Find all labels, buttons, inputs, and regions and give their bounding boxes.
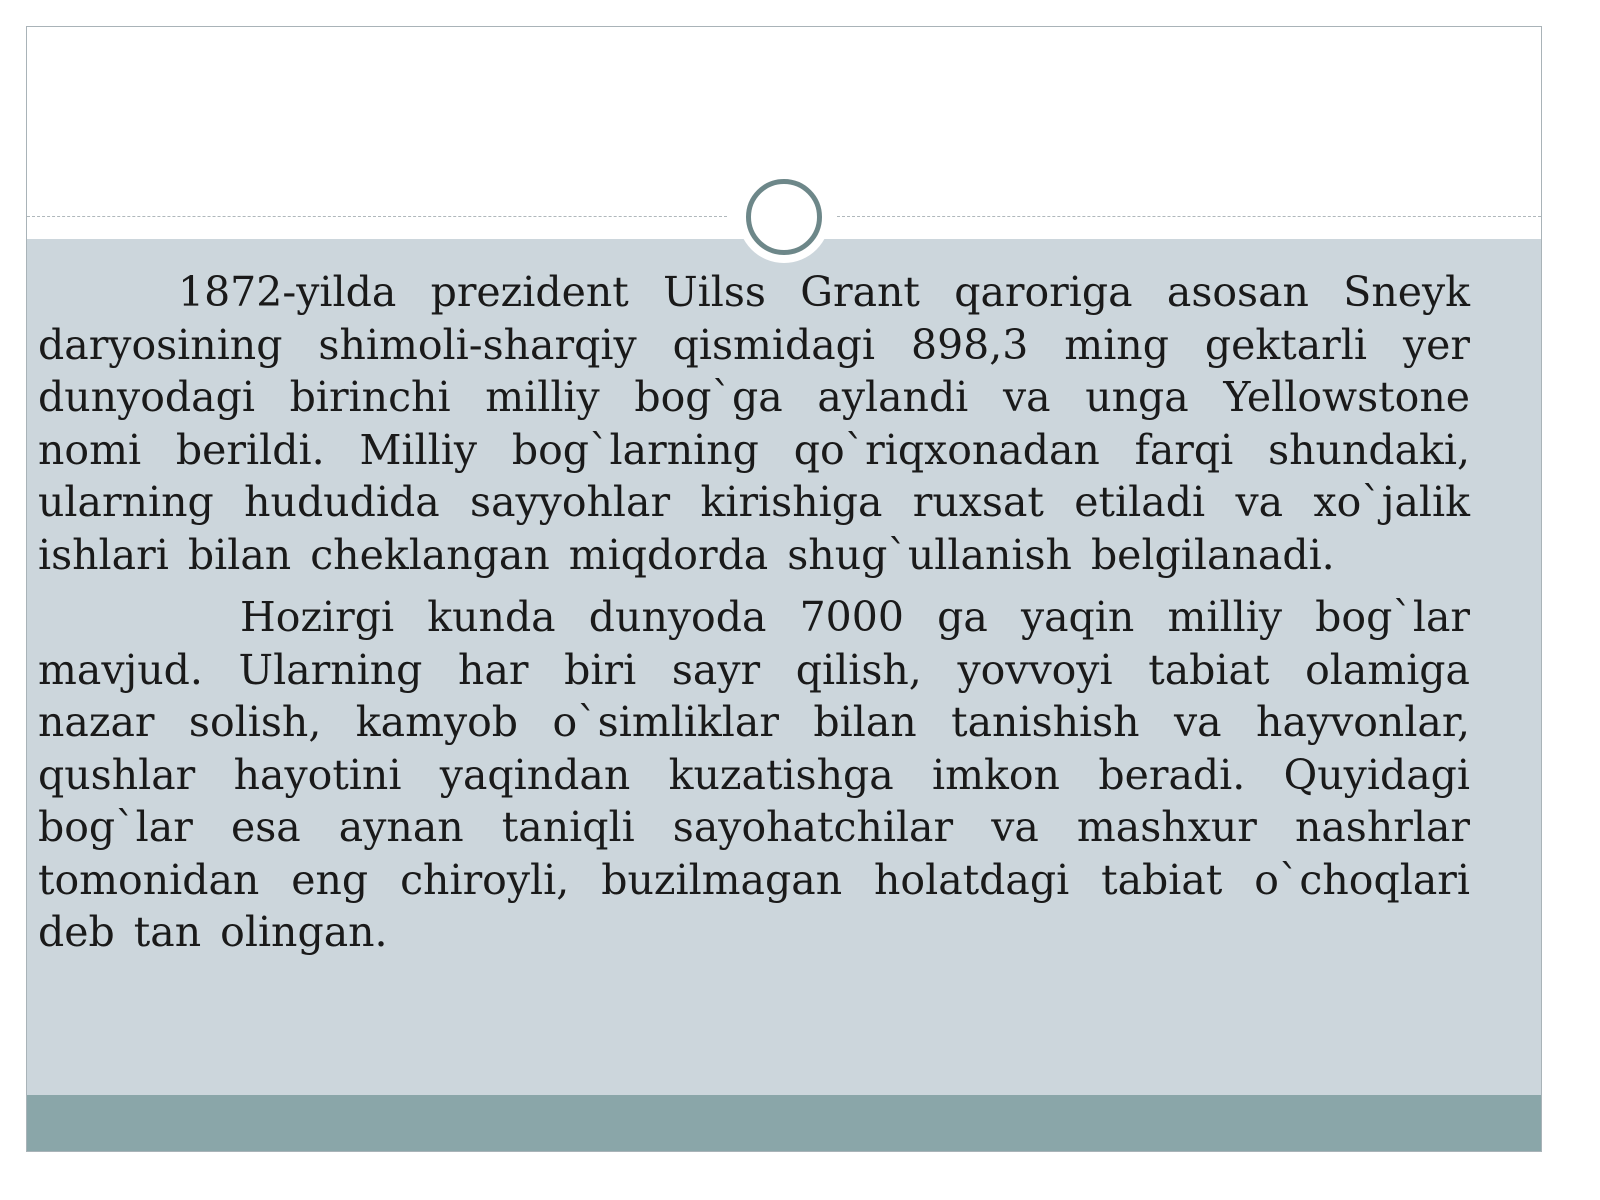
slide-footer-band: [27, 1095, 1541, 1151]
paragraph-yellowstone: 1872-yilda prezident Uilss Grant qaroriga asosan Sneyk daryosining shimoli-sharqiy qismidagi 898,3 ming gektarli yer dunyodagi birinchi milliy bog`ga aylandi va unga Yellowstone nomi berildi. Milliy bog`larning qo`riqxonadan farqi shundaki, ularning hududida sayyohlar kirishiga ruxsat etiladi va xo`jalik ishlari bilan cheklangan miqdorda shug`ullanish belgilanadi.: [38, 268, 1470, 579]
header-divider-left: [27, 216, 727, 217]
slide-body-text: [38, 266, 1470, 959]
paragraph-national-parks: Hozirgi kunda dunyoda 7000 ga yaqin milliy bog`lar mavjud. Ularning har biri sayr qilish, yovvoyi tabiat olamiga nazar solish, kamyob o`simliklar bilan tanishish va hayvonlar, qushlar hayotini yaqindan kuzatishga imkon beradi. Quyidagi bog`lar esa aynan taniqli sayohatchilar va mashxur nashrlar tomonidan eng chiroyli, buzilmagan holatdagi tabiat o`choqlari deb tan olingan.: [38, 593, 1470, 956]
circle-ornament-icon: [738, 171, 830, 263]
header-divider-right: [837, 216, 1541, 217]
